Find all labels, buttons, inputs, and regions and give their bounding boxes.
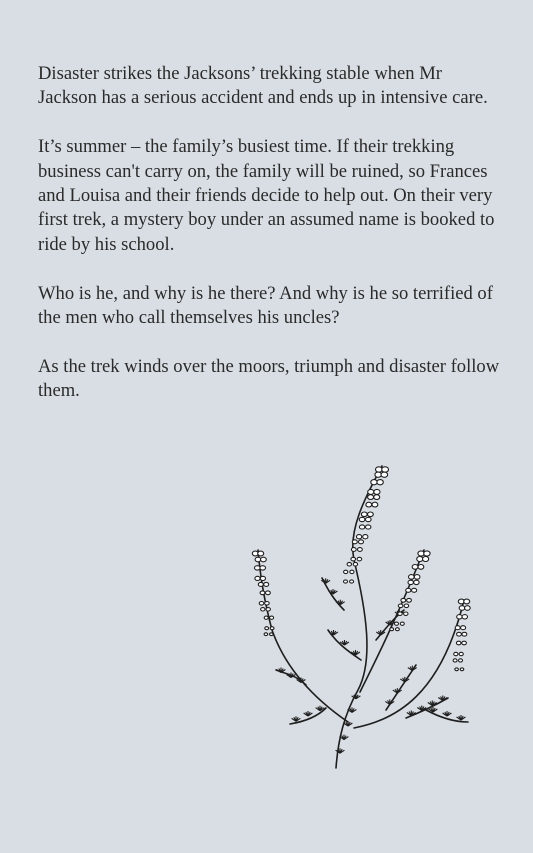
blurb-paragraph-2: It’s summer – the family’s busiest time. If their trekking business can't carry on, the family will be ruined, so Frances and Louisa and their friends decide to help out. On their very first trek, a mystery boy under an assumed name is booked to ride by his school. — [38, 136, 495, 255]
blurb-paragraph-4: As the trek winds over the moors, triumph and disaster follow them. — [38, 355, 500, 402]
blurb-paragraph-1: Disaster strikes the Jacksons’ trekking stable when Mr Jackson has a serious accident and ends up in intensive care. — [38, 63, 488, 109]
heather-illustration — [236, 460, 486, 780]
blurb-text — [38, 62, 500, 428]
blurb-paragraph-3: Who is he, and why is he there? And why is he so terrified of the men who call themselves his uncles? — [38, 282, 493, 329]
